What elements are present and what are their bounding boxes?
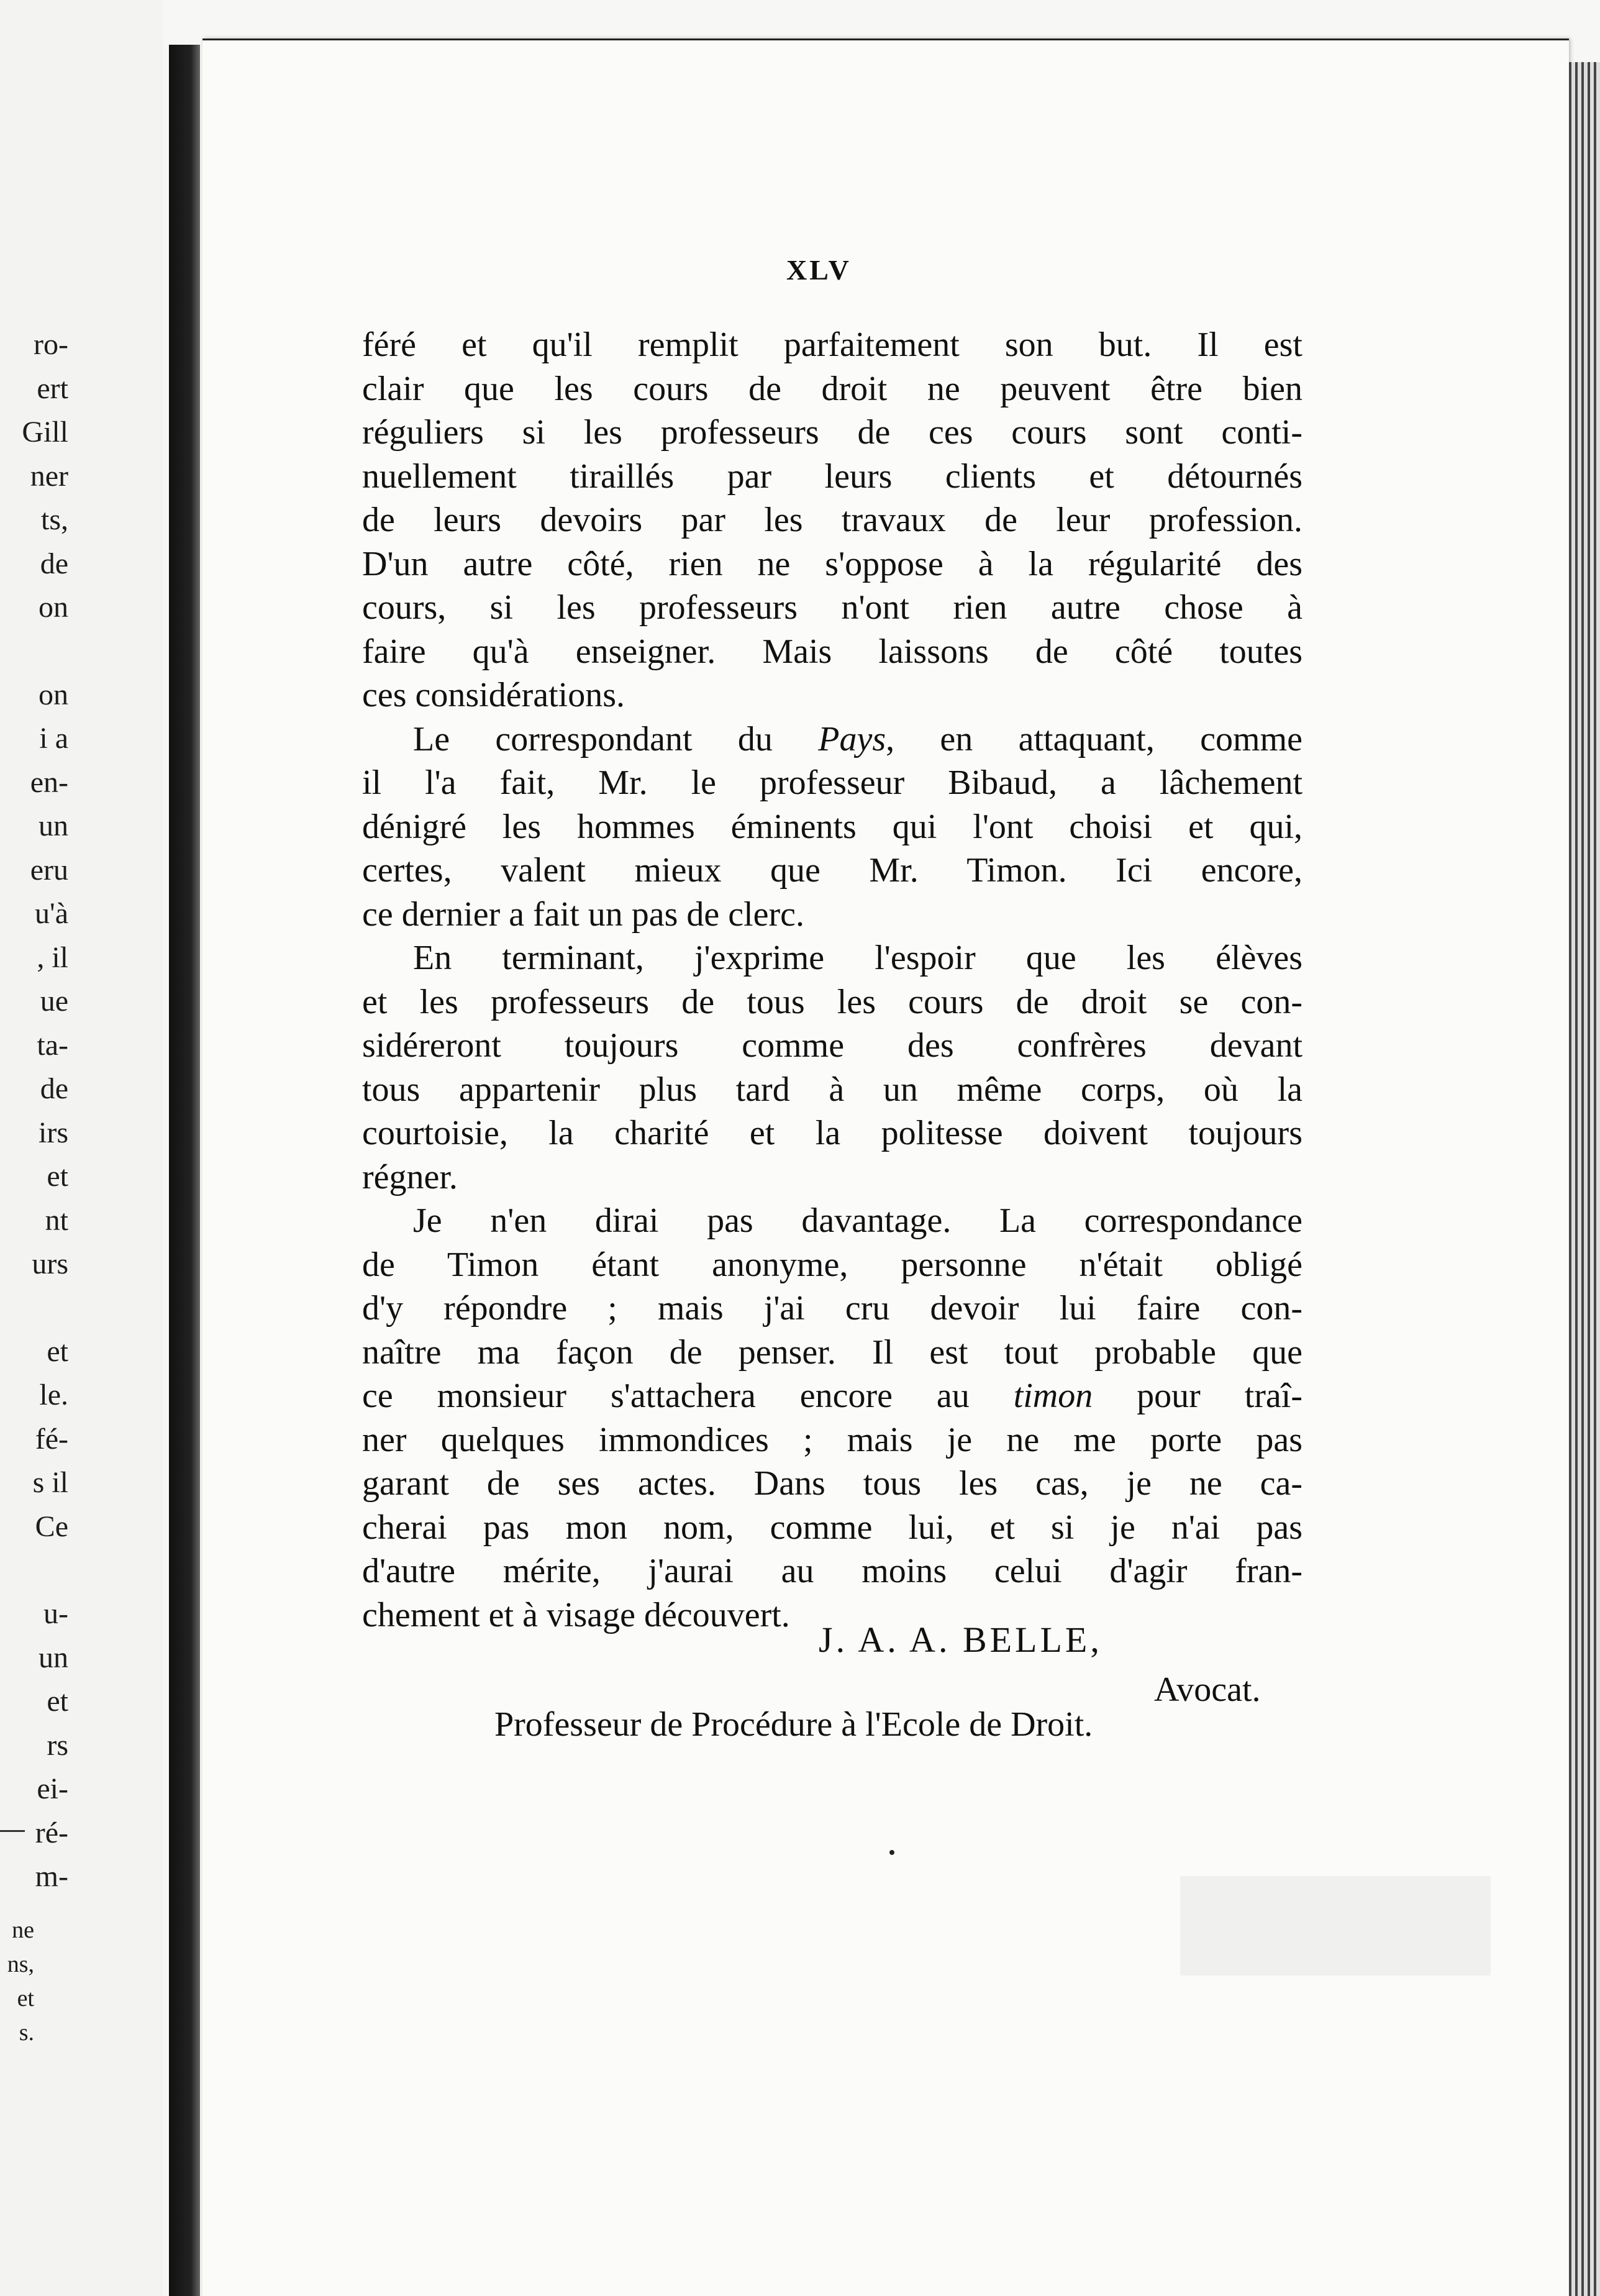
left-page-line-fragment: de [40,547,68,580]
text-line: d'autre mérite, j'aurai au moins celui d'agir fran- [362,1552,1302,1590]
left-page-line-fragment: i a [39,722,68,755]
left-page-line-fragment: nt [45,1203,68,1237]
left-page-line-fragment: rs [47,1728,68,1762]
left-page-line-fragment: ts, [40,503,68,536]
text-line: cours, si les professeurs n'ont rien autre chose à [362,588,1302,627]
left-page-note-fragment: s. [19,2020,34,2046]
left-page-line-fragment: Gill [22,416,68,449]
left-page-fragment [0,0,163,2296]
left-page-line-fragment: on [39,591,68,624]
left-page-footnote-fragments [0,1913,34,2050]
text-line: de Timon étant anonyme, personne n'était obligé [362,1245,1302,1284]
left-page-line-fragment: fé- [35,1422,68,1456]
left-page-line-fragment [0,1287,68,1330]
left-page-line-fragment: irs [39,1116,68,1149]
text-line: clair que les cours de droit ne peuvent être bien [362,369,1302,408]
text-line: dénigré les hommes éminents qui l'ont choisi et qui, [362,807,1302,846]
text-line: ces considérations. [362,676,625,714]
left-page-line-fragment: ré- [35,1816,68,1849]
left-page-line-fragment: s il [32,1466,68,1499]
left-page-line-fragment: ue [40,985,68,1018]
left-page-note-fragment: ns, [7,1951,34,1977]
left-page-line-fragment [0,630,68,673]
left-page-line-fragment: et [47,1160,68,1193]
left-page-line-fragment: un [39,1641,68,1674]
left-page-line-fragment: ert [37,371,68,405]
left-page-line-fragment: ro- [34,328,68,361]
left-page-line-fragment: et [47,1685,68,1718]
left-page-line-fragment: de [40,1072,68,1105]
left-page-line-fragment: urs [32,1247,68,1280]
text-line: D'un autre côté, rien ne s'oppose à la régularité des [362,544,1302,583]
left-page-line-fragment: ta- [37,1028,68,1062]
text-line: sidéreront toujours comme des confrères devant [362,1026,1302,1065]
left-page-line-fragment [0,1549,68,1592]
text-line: d'y répondre ; mais j'ai cru devoir lui faire con- [362,1289,1302,1328]
left-page-note-fragment: et [17,1985,34,2011]
text-line: En terminant, j'exprime l'espoir que les élèves [413,939,1302,977]
left-page-line-fragment: u'à [35,897,68,930]
ink-speck [889,1850,894,1855]
left-page-line-fragment: on [39,678,68,711]
book-gutter [169,45,200,2296]
text-line: Je n'en dirai pas davantage. La correspondance [413,1201,1302,1240]
left-page-line-fragment: m- [35,1860,68,1893]
page-number: XLV [786,254,852,286]
left-page-line-fragment: eru [30,853,68,886]
body-text [362,323,1302,1637]
text-line: il l'a fait, Mr. le professeur Bibaud, a lâchement [362,763,1302,802]
text-line: faire qu'à enseigner. Mais laissons de côté toutes [362,632,1302,671]
footnote-rule [0,1830,25,1832]
text-line: ce dernier a fait un pas de clerc. [362,895,805,934]
text-line: ner quelques immondices ; mais je ne me porte pas [362,1420,1302,1459]
text-line: régner. [362,1157,458,1196]
page-edges [1569,62,1600,2296]
left-page-line-fragment: le. [39,1378,68,1411]
left-page-line-fragment: ei- [37,1772,68,1805]
text-line: et les professeurs de tous les cours de droit se con- [362,982,1302,1021]
text-line: chement et à visage découvert. [362,1595,790,1634]
left-page-line-fragment: Ce [35,1510,68,1543]
text-line: de leurs devoirs par les travaux de leur profession. [362,501,1302,539]
left-page-line-fragment: en- [30,765,68,799]
signature-role: Avocat. [1154,1670,1261,1709]
text-line: ce monsieur s'attachera encore au timon pour traî- [362,1377,1302,1415]
text-line: certes, valent mieux que Mr. Timon. Ici encore, [362,851,1302,890]
left-page-line-fragment: u- [43,1597,68,1630]
left-page-line-fragment: et [47,1334,68,1368]
show-through-smudge [1180,1876,1491,1975]
text-line: naître ma façon de penser. Il est tout probable que [362,1332,1302,1372]
text-line: nuellement tiraillés par leurs clients et détournés [362,457,1302,496]
text-line: réguliers si les professeurs de ces cours sont conti- [362,413,1302,452]
text-line: Le correspondant du Pays, en attaquant, comme [413,719,1302,758]
left-page-line-fragment: ner [30,459,68,493]
text-line: féré et qu'il remplit parfaitement son but. Il est [362,326,1302,364]
signature-title: Professeur de Procédure à l'Ecole de Droit. [494,1705,1093,1744]
left-page-line-fragment: un [39,809,68,842]
left-page-note-fragment: ne [12,1917,34,1943]
left-page-line-fragment: , il [37,941,68,974]
text-line: courtoisie, la charité et la politesse doivent toujours [362,1114,1302,1152]
text-line: garant de ses actes. Dans tous les cas, je ne ca- [362,1464,1302,1503]
text-line: tous appartenir plus tard à un même corps, où la [362,1070,1302,1109]
text-line: cherai pas mon nom, comme lui, et si je n'ai pas [362,1508,1302,1547]
left-page-text-fragments [0,323,68,1899]
signature-name: J. A. A. BELLE, [819,1620,1102,1660]
